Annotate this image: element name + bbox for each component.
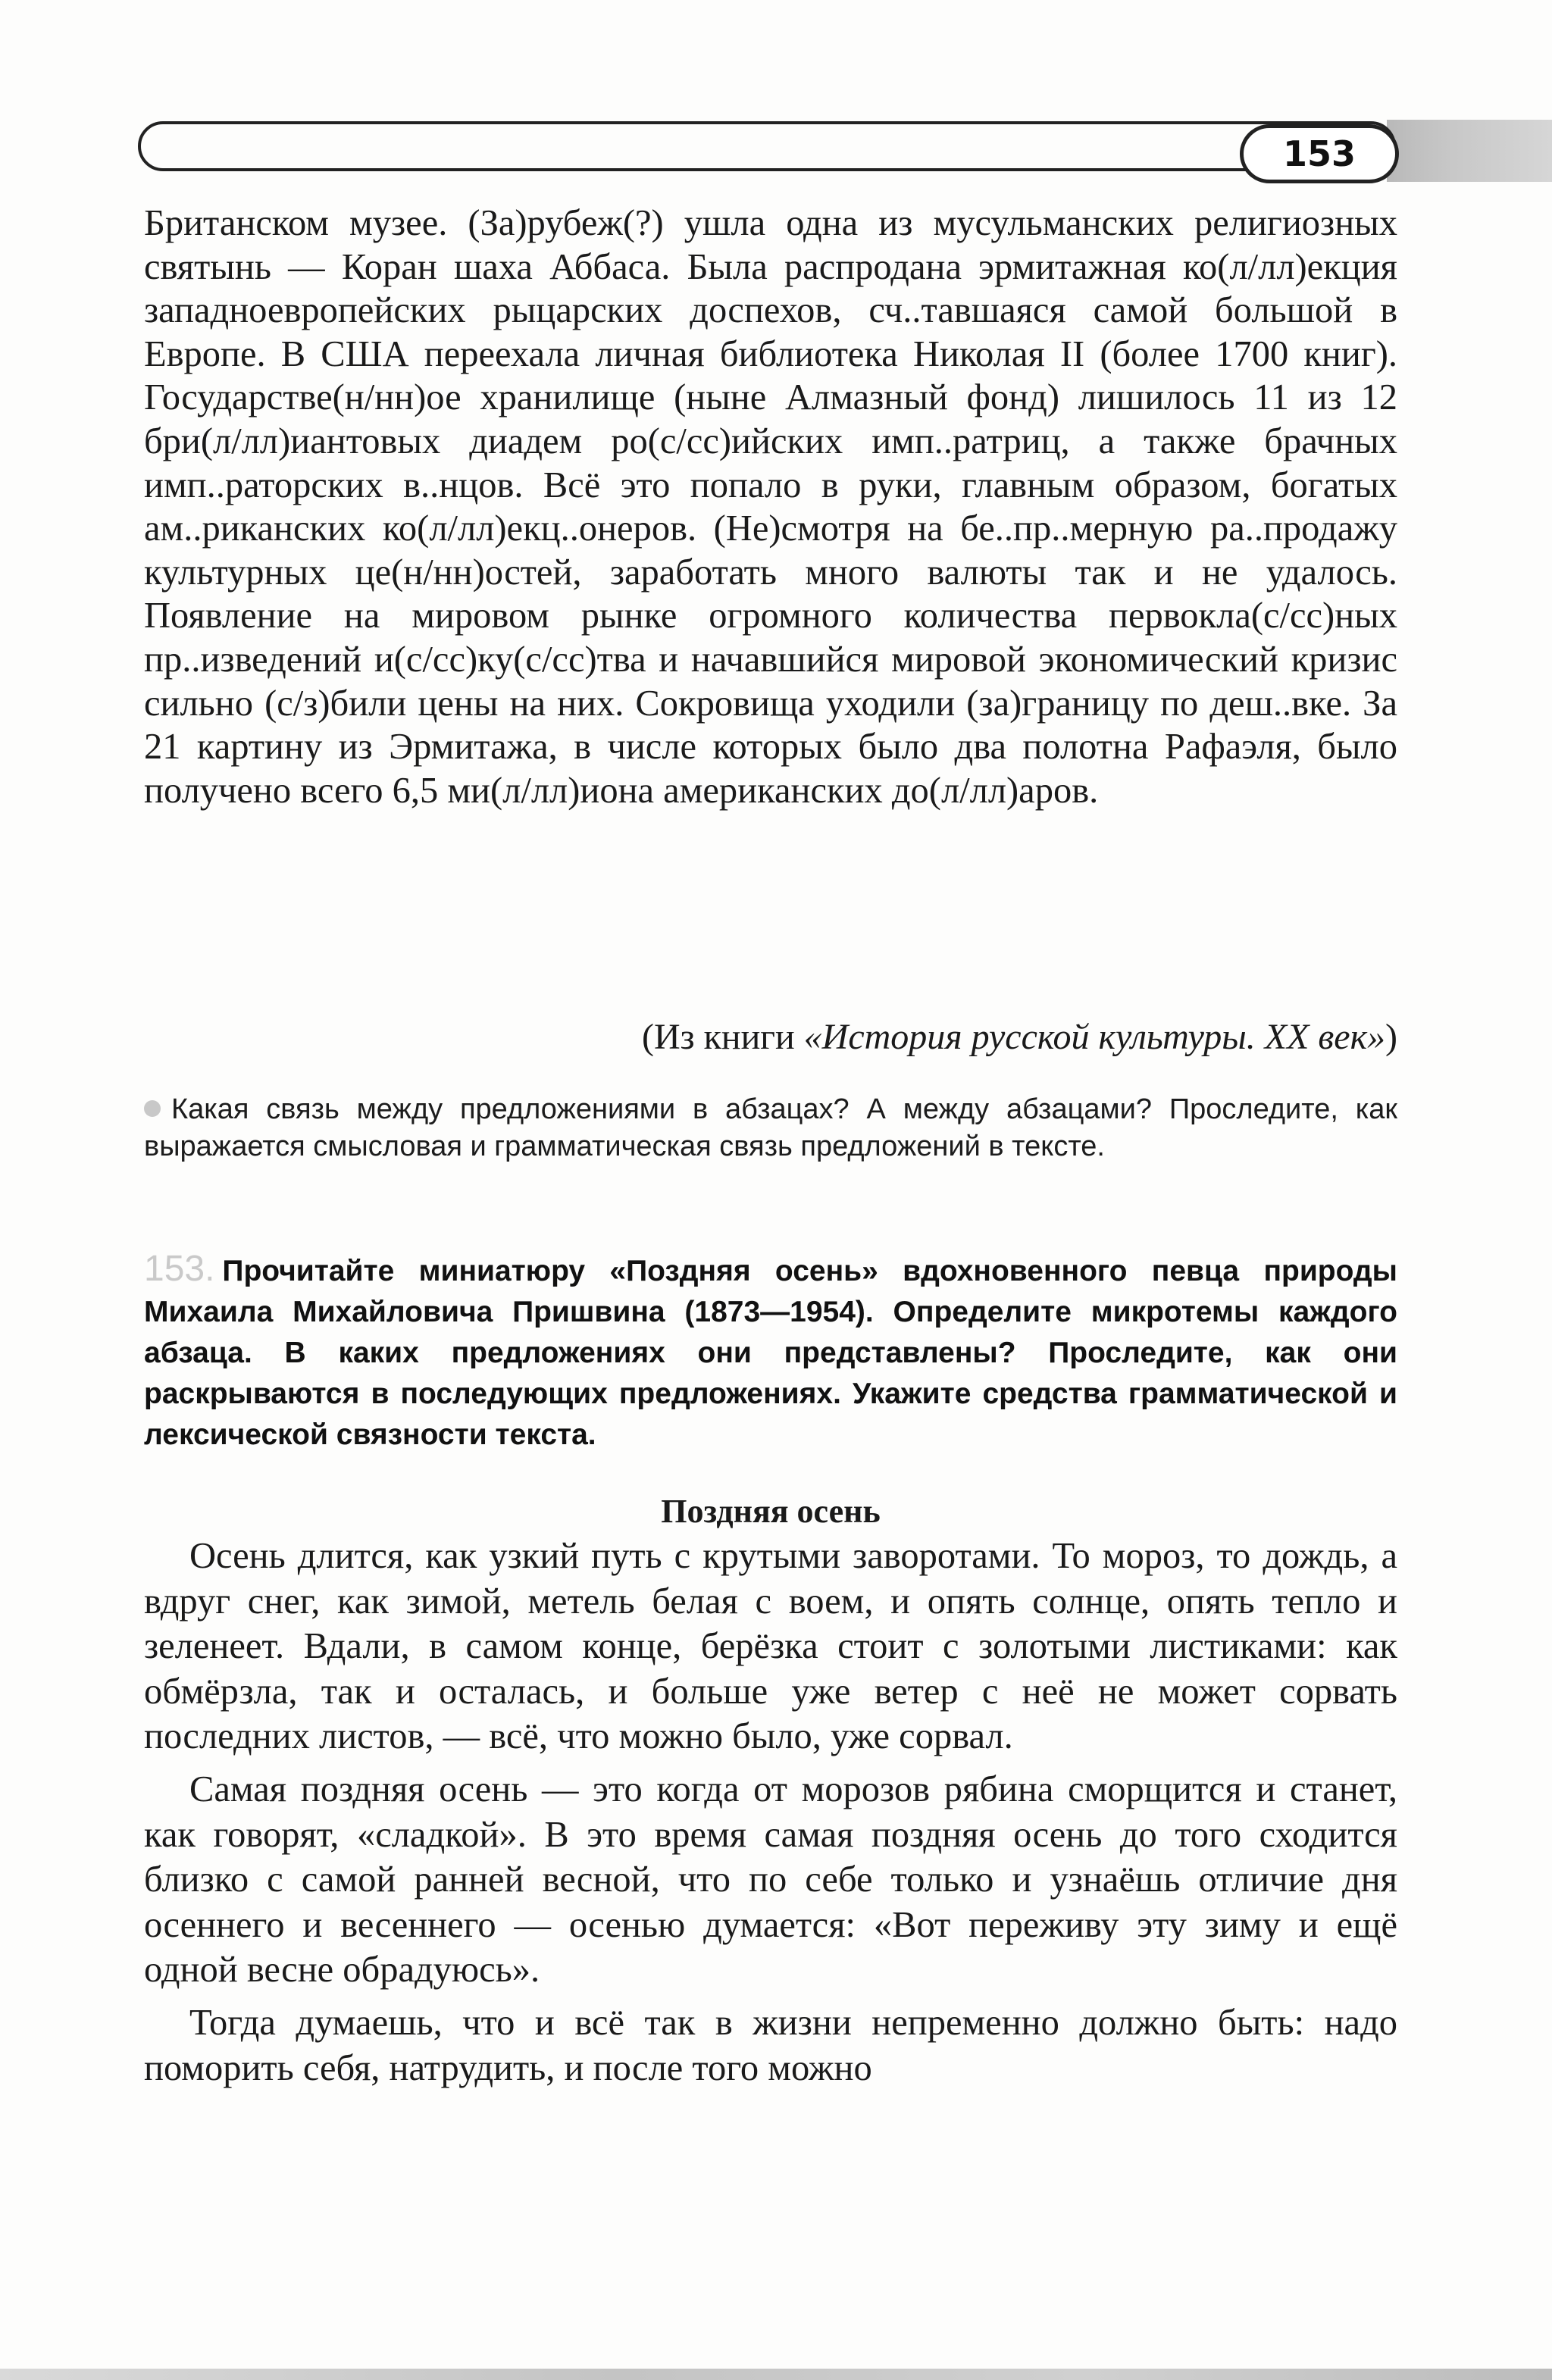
story-paragraph-3: Тогда думаешь, что и всё так в жизни непременно должно быть: надо поморить себя, натрудить, и после того можно (144, 2002, 1397, 2088)
story-paragraph-2: Самая поздняя осень — это когда от морозов рябина сморщится и станет, как говорят, «сладкой». В это время самая поздняя осень до того сходится близко с самой ранней весной, что по себе только и узнаёшь отличие дня осеннего и весеннего — осенью думается: «Вот переживу эту зиму и ещё одной весне обрадуюсь». (144, 1769, 1397, 1991)
attribution-suffix: ) (1385, 1017, 1397, 1057)
continued-paragraph (144, 202, 1397, 1011)
story-text (144, 1534, 1397, 2091)
exercise-text: Прочитайте миниатюру «Поздняя осень» вдохновенного певца природы Михаила Михайловича Пришвина (1873—1954). Определите микротемы каждого абзаца. В каких предложениях они представлены? Проследите, как они раскрываются в последующих предложениях. Укажите средства грамматической и лексической связности текста. (144, 1255, 1397, 1451)
page-number: 153 (1240, 124, 1399, 183)
story-paragraph-1: Осень длится, как узкий путь с крутыми заворотами. То мороз, то дождь, а вдруг снег, как зимой, метель белая с воем, и опять солнце, опять тепло и зеленеет. Вдали, в самом конце, берёзка стоит с золотыми листиками: как обмёрзла, так и осталась, и больше уже ветер с неё не может сорвать последних листов, — всё, что можно было, уже сорвал. (144, 1536, 1397, 1757)
header-frame (138, 121, 1396, 171)
attribution-prefix: (Из книги (641, 1017, 804, 1057)
continued-text: Британском музее. (За)рубеж(?) ушла одна из мусульманских религиозных святынь — Коран шаха Аббаса. Была распродана эрмитажная ко(л/лл)екция западноевропейских рыцарских доспехов, сч..тавшаяся самой большой в Европе. В США переехала личная библиотека Николая II (более 1700 книг). Государстве(н/нн)ое хранилище (ныне Алмазный фонд) лишилось 11 из 12 бри(л/лл)иантовых диадем ро(с/сс)ийских имп..ратриц, а также брачных имп..раторских в..нцов. Всё это попало в руки, главным образом, богатых ам..риканских ко(л/лл)екц..онеров. (Не)смотря на бе..пр..мерную ра..продажу культурных це(н/нн)остей, заработать много валюты так и не удалось. Появление на мировом рынке огромного количества первокла(с/сс)ных пр..изведений и(с/сс)ку(с/сс)тва и начавшийся мировой экономический кризис сильно (с/з)били цены на них. Сокровища уходили (за)границу по деш..вке. За 21 картину из Эрмитажа, в числе которых было два полотна Рафаэля, было получено всего 6,5 ми(л/лл)иона американских до(л/лл)аров. (144, 203, 1397, 811)
header-gray-band (1387, 120, 1552, 182)
source-attribution (144, 1015, 1397, 1059)
exercise-number: 153. (144, 1249, 215, 1289)
scan-bottom-edge (0, 2369, 1552, 2380)
attribution-book-title: «История русской культуры. XX век» (803, 1017, 1386, 1057)
question-text: Какая связь между предложениями в абзацах? А между абзацами? Проследите, как выражается смысловая и грамматическая связь предложений в тексте. (144, 1093, 1397, 1162)
review-question (144, 1091, 1397, 1165)
exercise-153 (144, 1249, 1397, 1456)
bullet-icon (144, 1100, 161, 1117)
story-title: Поздняя осень (661, 1493, 881, 1530)
